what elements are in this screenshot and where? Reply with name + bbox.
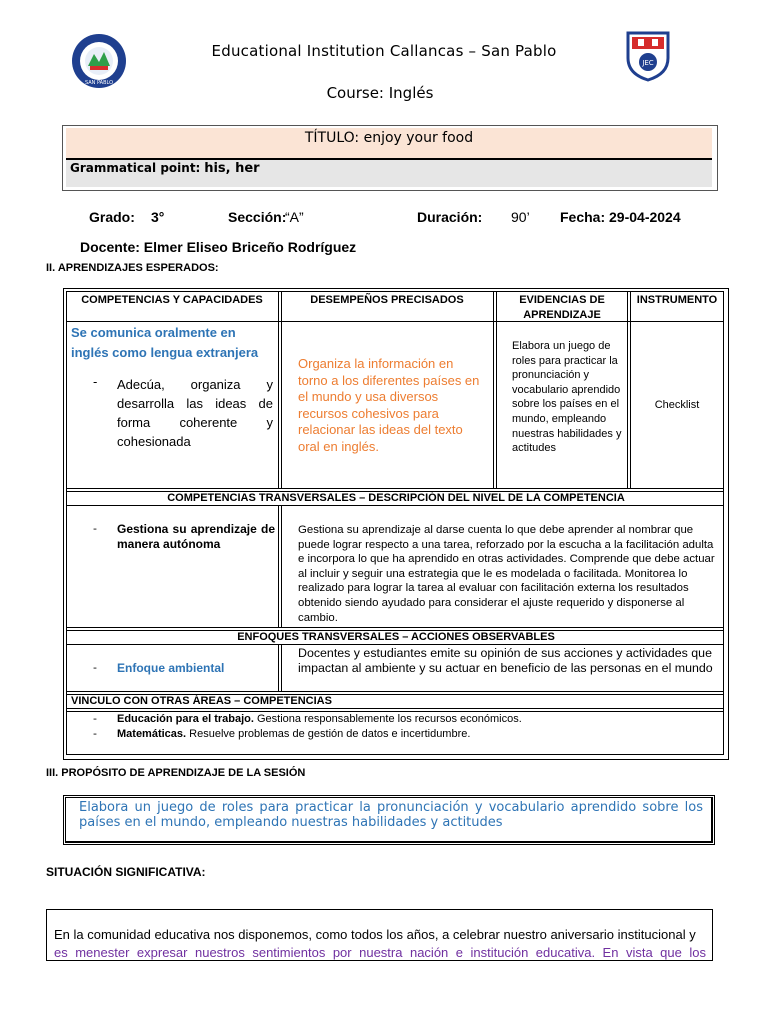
vinculo-text: Resuelve problemas de gestión de datos e incertidumbre.	[189, 728, 471, 740]
transversal-descripcion: Gestiona su aprendizaje al darse cuenta lo que debe aprender al nombrar que puede lograr respecto a una tarea, reforzado por la escucha a la facilitación adulta e incorpora lo que ha aprendido en otras actividades. Comprende que debe actuar al incluir y seguir una estrategia que le es modelada o facilitada. Monitorea lo realizado para lograr la tarea al evaluar con facilitación externa los resultados obtenido siendo ayudado para considerar el ajuste requerido y disponerse al cambio.	[298, 524, 715, 624]
grammar-label: Grammatical point:	[70, 161, 201, 175]
section-2-title: II. APRENDIZAJES ESPERADOS:	[46, 262, 219, 274]
vinculo-title: VINCULO CON OTRAS ÁREAS – COMPETENCIAS	[71, 695, 332, 707]
grammatical-point	[66, 160, 712, 187]
proposito-box	[63, 795, 715, 845]
enfoque-descripcion: Docentes y estudiantes emite su opinión de sus acciones y actividades que impactan al ambiente y su actuar en beneficio de las personas en el mundo	[298, 646, 713, 675]
vinculo-area: Matemáticas.	[117, 728, 187, 740]
vinculo-item	[117, 727, 717, 742]
desempeno: Organiza la información en torno a los diferentes países en el mundo y usa diversos recursos cohesivos para relacionar las ideas del texto oral en inglés.	[298, 356, 480, 454]
situacion-line-1: En la comunidad educativa nos disponemos, como todos los años, a celebrar nuestro aniversario institucional y	[54, 927, 696, 942]
enfoques-title: ENFOQUES TRANSVERSALES – ACCIONES OBSERVABLES	[237, 631, 555, 643]
grammar-value: his, her	[204, 161, 260, 176]
competencia: Se comunica oralmente en inglés como lengua extranjera	[71, 325, 259, 360]
enfoque: Enfoque ambiental	[117, 661, 225, 675]
header-competencias: COMPETENCIAS Y CAPACIDADES	[81, 294, 263, 306]
seccion-value: “A”	[285, 209, 304, 225]
title-box	[62, 125, 718, 191]
situacion-title: SITUACIÓN SIGNIFICATIVA:	[46, 865, 206, 879]
fecha: Fecha: 29-04-2024	[560, 209, 681, 225]
capacidad: Adecúa, organiza y desarrolla las ideas de forma coherente y cohesionada	[117, 377, 273, 449]
institution-logo-left	[70, 32, 128, 90]
institution-name: Educational Institution Callancas – San Pablo	[211, 42, 557, 60]
seccion-label: Sección:	[228, 209, 287, 225]
situacion-line-2: es menester expresar nuestros sentimientos por nuestra nación e institución educativa. En vista que los	[54, 945, 706, 960]
header-instrumento: INSTRUMENTO	[636, 294, 718, 306]
bullet-dash: -	[93, 375, 98, 389]
situacion-box	[46, 909, 713, 961]
header-desempenos: DESEMPEÑOS PRECISADOS	[310, 294, 464, 306]
svg-text:SAN PABLO: SAN PABLO	[84, 80, 114, 86]
section-3-title: III. PROPÓSITO DE APRENDIZAJE DE LA SESIÓN	[46, 767, 306, 779]
header-evidencias: EVIDENCIAS DE APRENDIZAJE	[519, 294, 605, 321]
bullet-dash: -	[93, 712, 97, 725]
bullet-dash: -	[93, 522, 97, 535]
transversales-title: COMPETENCIAS TRANSVERSALES – DESCRIPCIÓN DEL NIVEL DE LA COMPETENCIA	[167, 492, 625, 504]
jec-shield-logo	[624, 30, 672, 82]
session-title: TÍTULO: enjoy your food	[66, 128, 712, 160]
vinculo-area: Educación para el trabajo.	[117, 713, 254, 725]
course-name: Course: Inglés	[326, 84, 434, 102]
bullet-dash: -	[93, 661, 97, 674]
vinculo-text: Gestiona responsablemente los recursos económicos.	[257, 713, 522, 725]
duracion-value: 90’	[511, 209, 530, 225]
aprendizajes-table	[63, 288, 729, 760]
docente: Docente: Elmer Eliseo Briceño Rodríguez	[80, 239, 357, 255]
proposito-text: Elabora un juego de roles para practicar la pronunciación y vocabulario aprendido sobre los países en el mundo, empleando nuestras habilidades y actitudes	[65, 797, 713, 843]
grado-label: Grado:	[89, 209, 135, 225]
bullet-dash: -	[93, 727, 97, 740]
evidencia: Elabora un juego de roles para practicar la pronunciación y vocabulario aprendido sobre los países en el mundo, empleando nuestras habilidades y actitudes	[512, 340, 622, 455]
duracion-label: Duración:	[417, 209, 483, 225]
instrumento: Checklist	[654, 399, 700, 411]
grado-value: 3°	[151, 209, 165, 225]
transversal-competencia: Gestiona su aprendizaje de manera autónoma	[117, 522, 275, 551]
vinculo-item	[117, 712, 717, 727]
svg-text:JEC: JEC	[642, 59, 654, 67]
